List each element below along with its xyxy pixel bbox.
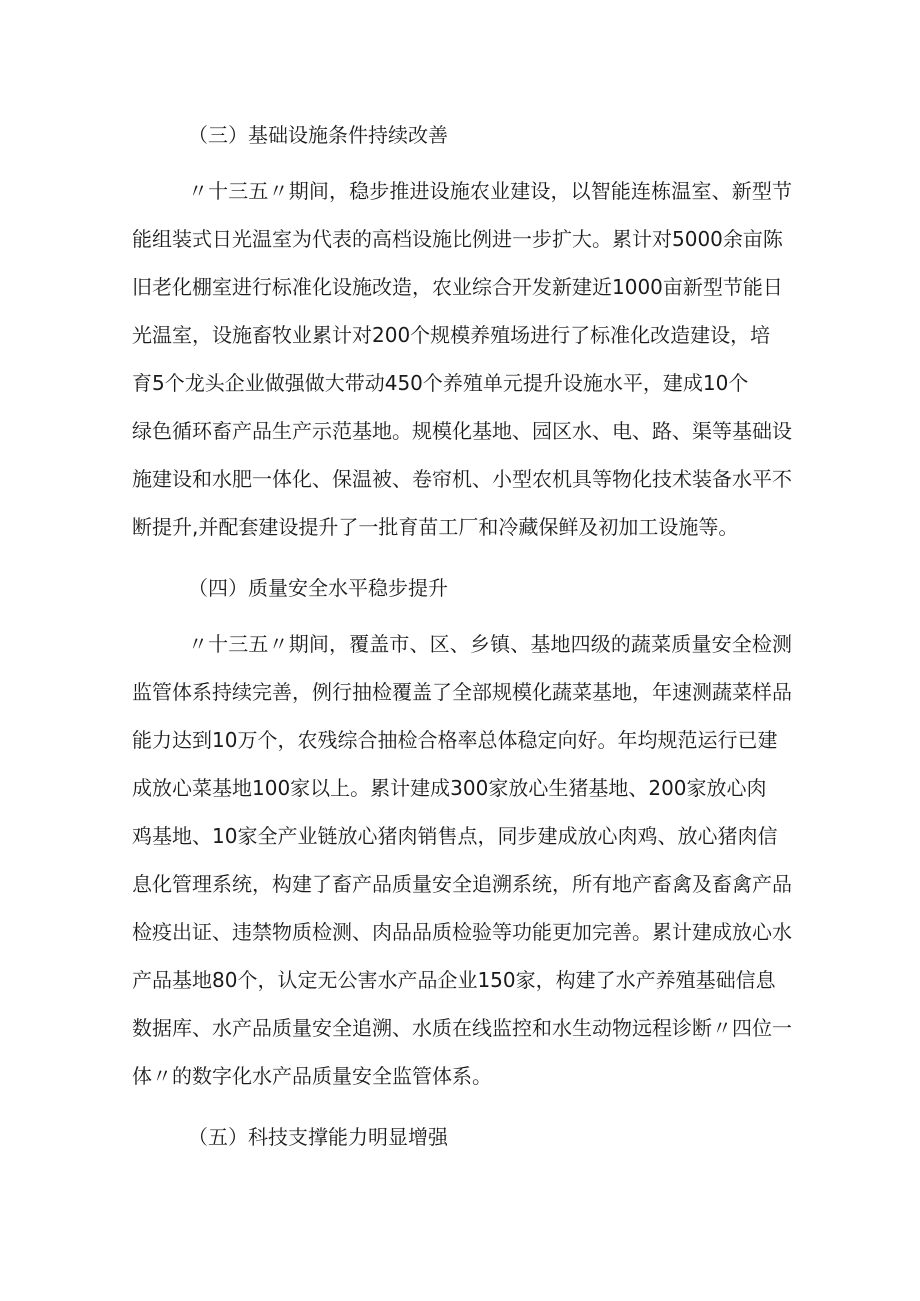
- paragraph-line: 光温室，设施畜牧业累计对200个规模养殖场进行了标准化改造建设，培: [132, 323, 771, 347]
- paragraph-line: 能组装式日光温室为代表的高档设施比例进一步扩大。累计对5000余亩陈: [132, 227, 783, 251]
- paragraph-line: 成放心菜基地100家以上。累计建成300家放心生猪基地、200家放心肉: [132, 776, 767, 800]
- section-heading-quality-safety: （四）质量安全水平稳步提升: [188, 576, 448, 600]
- section-heading-infrastructure: （三）基础设施条件持续改善: [188, 123, 448, 147]
- paragraph-line: 能力达到10万个，农残综合抽检合格率总体稳定向好。年均规范运行已建: [132, 728, 778, 752]
- paragraph-line: 育5个龙头企业做强做大带动450个养殖单元提升设施水平，建成10个: [132, 371, 749, 395]
- paragraph-line: 鸡基地、10家全产业链放心猪肉销售点，同步建成放心肉鸡、放心猪肉信: [132, 824, 778, 848]
- paragraph-line: 断提升,并配套建设提升了一批育苗工厂和冷藏保鲜及初加工设施等。: [132, 515, 739, 539]
- paragraph-line: 〃十三五〃期间，稳步推进设施农业建设，以智能连栋温室、新型节: [188, 179, 792, 203]
- paragraph-line: 绿色循环畜产品生产示范基地。规模化基地、园区水、电、路、渠等基础设: [132, 419, 792, 443]
- paragraph-line: 产品基地80个，认定无公害水产品企业150家，构建了水产养殖基础信息: [132, 968, 776, 992]
- paragraph-line: 旧老化棚室进行标准化设施改造，农业综合开发新建近1000亩新型节能日: [132, 275, 783, 299]
- paragraph-line: 检疫出证、违禁物质检测、肉品品质检验等功能更加完善。累计建成放心水: [132, 920, 792, 944]
- section-heading-tech-support: （五）科技支撑能力明显增强: [188, 1125, 448, 1149]
- paragraph-line: 施建设和水肥一体化、保温被、卷帘机、小型农机具等物化技术装备水平不: [132, 467, 792, 491]
- paragraph-line: 数据库、水产品质量安全追溯、水质在线监控和水生动物远程诊断〃四位一: [132, 1016, 792, 1040]
- paragraph-line: 监管体系持续完善，例行抽检覆盖了全部规模化蔬菜基地，年速测蔬菜样品: [132, 680, 792, 704]
- paragraph-line: 体〃的数字化水产品质量安全监管体系。: [132, 1064, 492, 1088]
- paragraph-line: 息化管理系统，构建了畜产品质量安全追溯系统，所有地产畜禽及畜禽产品: [132, 872, 792, 896]
- paragraph-line: 〃十三五〃期间，覆盖市、区、乡镇、基地四级的蔬菜质量安全检测: [188, 632, 792, 656]
